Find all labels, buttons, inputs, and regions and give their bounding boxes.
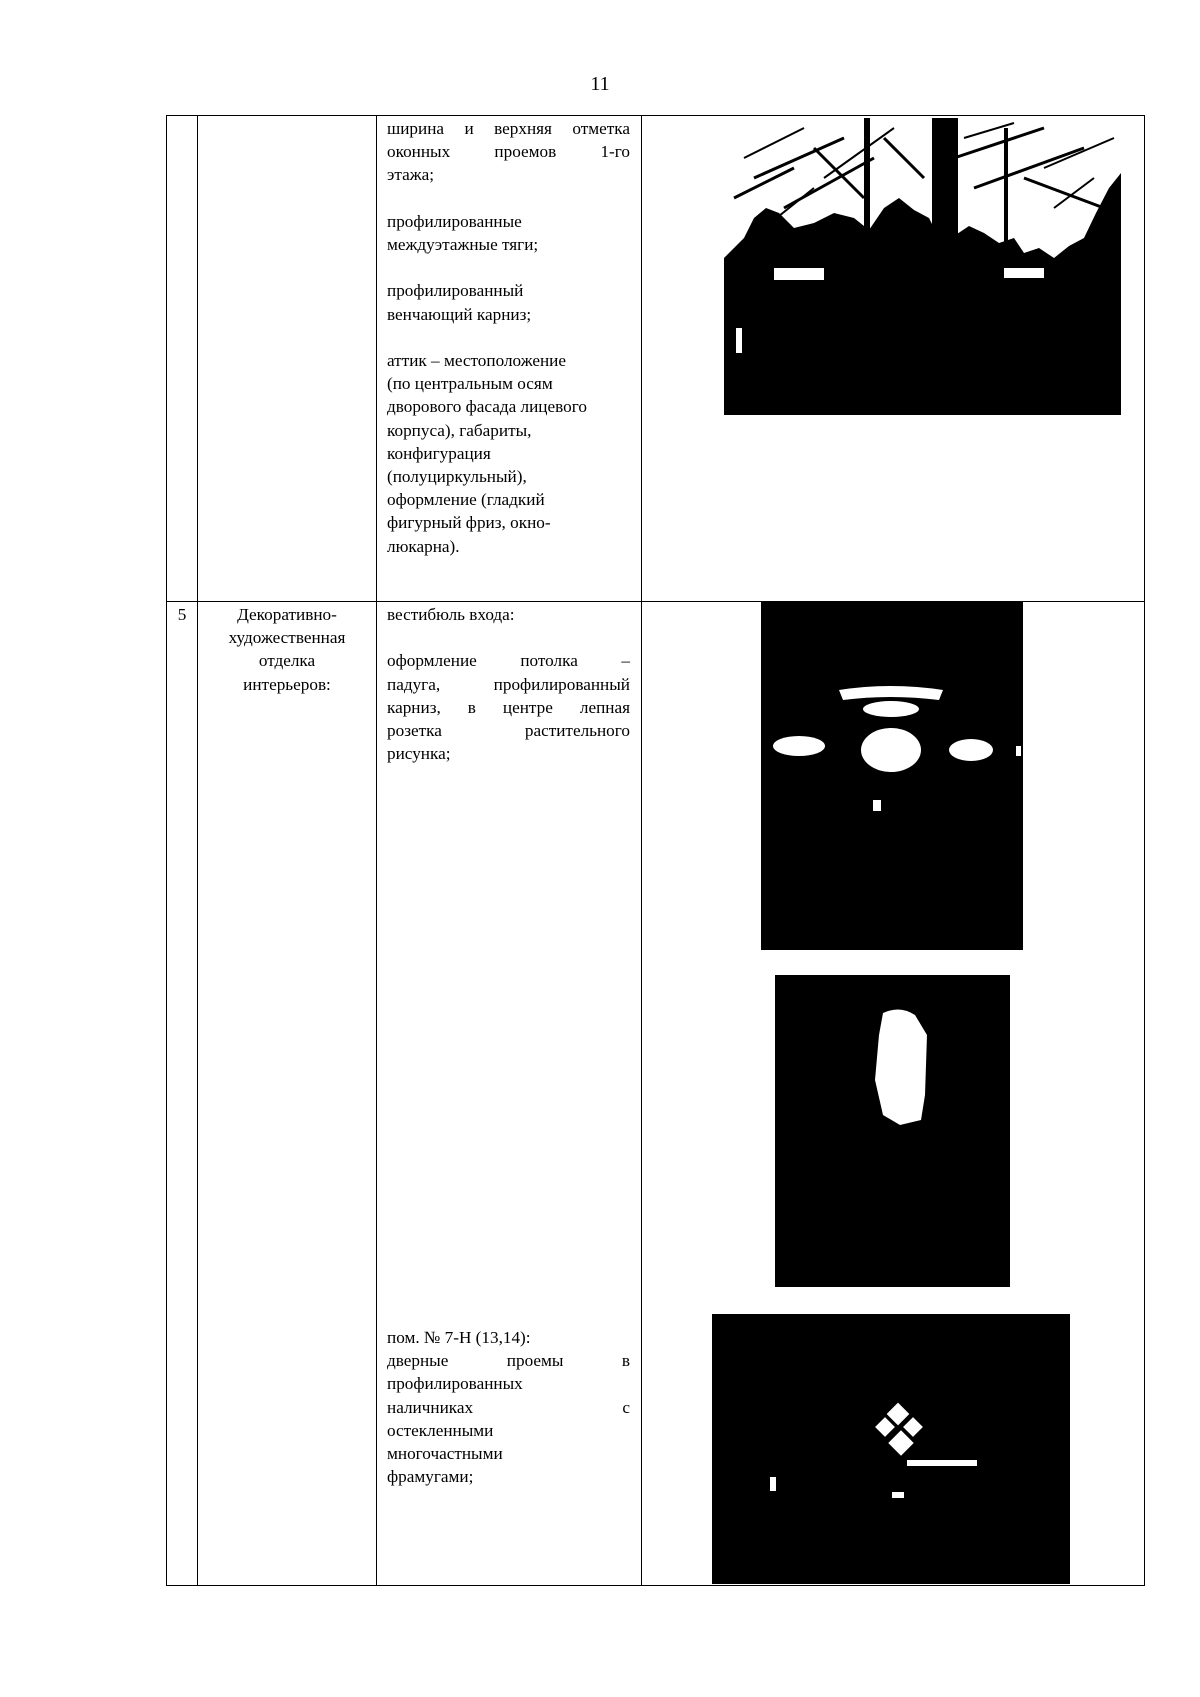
row-description-2 xyxy=(387,1326,630,1488)
table-left-border xyxy=(166,115,167,1586)
description-line: ширина и верхняя отметка xyxy=(387,119,630,138)
description-line: (по центральным осям xyxy=(387,374,553,394)
description-line: вестибюль входа: xyxy=(387,605,515,624)
row-description xyxy=(387,603,630,765)
table-right-border xyxy=(1144,115,1145,1586)
description-line: остекленными xyxy=(387,1420,494,1440)
row-number: 5 xyxy=(177,605,187,624)
table-bottom-border xyxy=(166,1585,1145,1586)
continuation-description xyxy=(387,117,630,558)
description-line: венчающий карниз; xyxy=(387,304,532,324)
element-name-line: художественная xyxy=(228,628,346,648)
description-line: дворового фасада лицевого xyxy=(387,397,587,417)
description-line: междуэтажные тяги; xyxy=(387,235,539,254)
description-line: этажа; xyxy=(387,165,435,185)
row-element-name xyxy=(198,603,376,696)
column-divider-3 xyxy=(641,115,642,1586)
description-line: многочастными xyxy=(387,1444,503,1464)
page-number: 11 xyxy=(590,73,610,95)
column-divider-2 xyxy=(376,115,377,1586)
ceiling-photo xyxy=(761,602,1023,950)
description-line: фигурный фриз, окно- xyxy=(387,513,551,533)
description-line: (полуциркульный), xyxy=(387,467,527,486)
description-line: дверные проемы в xyxy=(387,1351,630,1371)
description-line: падуга, профилированный xyxy=(387,674,630,694)
facade-photo xyxy=(724,118,1121,415)
description-line: рисунка; xyxy=(387,744,451,764)
description-line: корпуса), габариты, xyxy=(387,420,532,440)
description-line: оконных проемов 1-го xyxy=(387,142,630,162)
column-divider-1 xyxy=(197,115,198,1586)
table-top-border xyxy=(166,115,1145,116)
description-line: аттик – местоположение xyxy=(387,350,566,370)
door-photo xyxy=(712,1314,1070,1584)
element-name-line: Декоративно- xyxy=(237,605,337,624)
description-line: профилированные xyxy=(387,211,522,231)
description-line: наличниках с xyxy=(387,1397,630,1417)
description-line: профилированных xyxy=(387,1374,523,1394)
description-line: оформление потолка – xyxy=(387,651,630,671)
description-line: розетка растительного xyxy=(387,721,630,740)
description-line: конфигурация xyxy=(387,443,491,463)
element-name-line: интерьеров: xyxy=(243,674,331,694)
description-line: люкарна). xyxy=(387,536,460,556)
description-line: оформление (гладкий xyxy=(387,490,545,510)
description-line: фрамугами; xyxy=(387,1467,474,1487)
element-name-line: отделка xyxy=(258,651,316,671)
description-line: пом. № 7-Н (13,14): xyxy=(387,1328,531,1347)
description-line: профилированный xyxy=(387,281,524,301)
description-line: карниз, в центре лепная xyxy=(387,697,630,717)
interior-photo xyxy=(775,975,1010,1287)
